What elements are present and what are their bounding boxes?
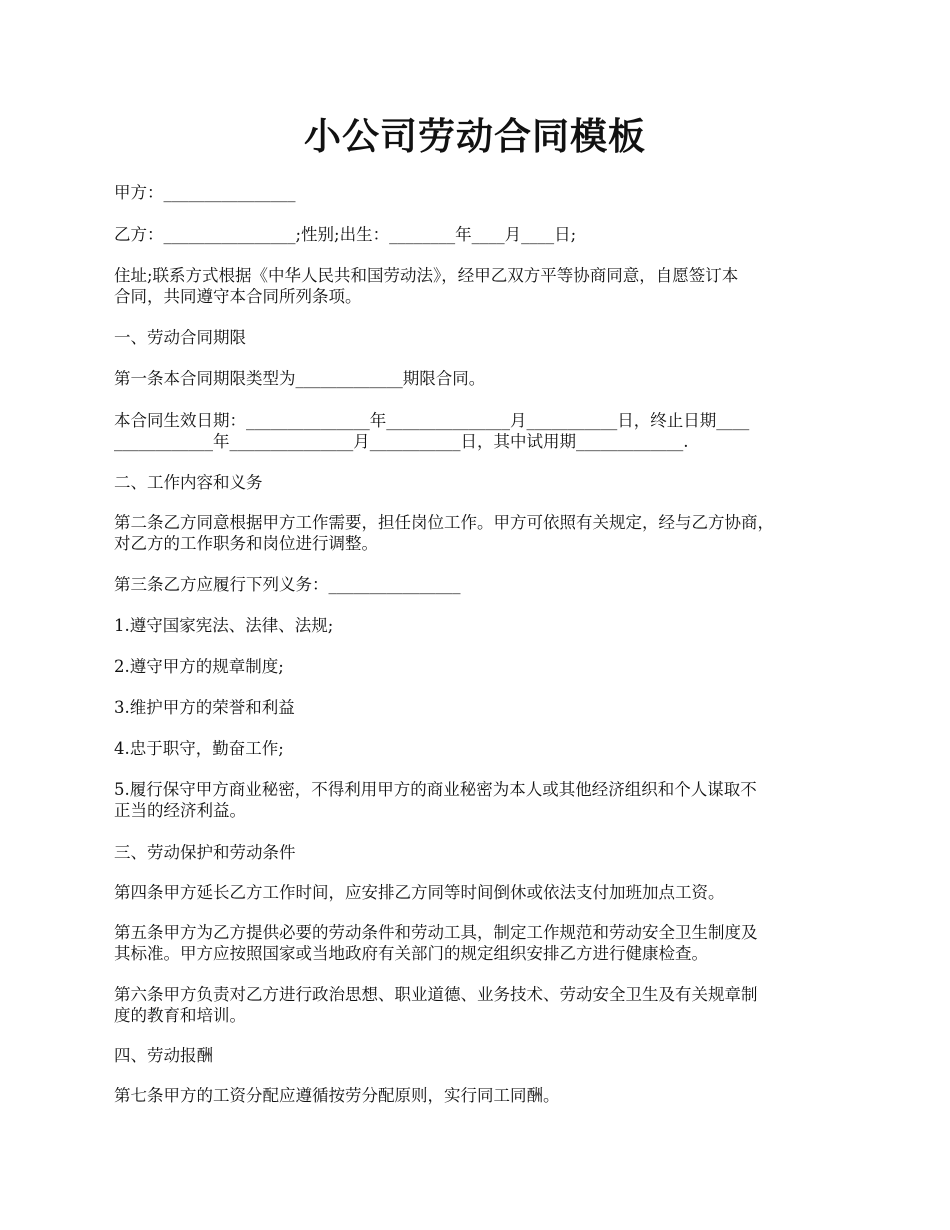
line-text: 甲方：________________ xyxy=(114,183,296,202)
section-heading-4 xyxy=(114,1045,854,1066)
article-1 xyxy=(114,368,854,389)
duty-item-4 xyxy=(114,738,854,759)
party-b-line xyxy=(114,224,854,245)
line-text: 第五条甲方为乙方提供必要的劳动条件和劳动工具，制定工作规范和劳动安全卫生制度及 xyxy=(114,923,758,942)
section-heading-3 xyxy=(114,842,854,863)
line-text: 乙方：________________;性别;出生：________年____月____日; xyxy=(114,225,577,244)
line-text: 4.忠于职守，勤奋工作; xyxy=(114,739,284,758)
line-text: 度的教育和培训。 xyxy=(114,1006,246,1025)
duty-item-3 xyxy=(114,697,854,718)
effective-date-paragraph xyxy=(114,410,854,452)
line-text: 住址;联系方式根据《中华人民共和国劳动法》，经甲乙双方平等协商同意，自愿签订本 xyxy=(114,266,739,285)
line-text: 二、工作内容和义务 xyxy=(114,473,263,492)
line-text: 合同，共同遵守本合同所列条项。 xyxy=(114,287,362,306)
article-4 xyxy=(114,882,854,903)
duty-item-2 xyxy=(114,656,854,677)
duty-item-1 xyxy=(114,615,854,636)
line-text: 其标准。甲方应按照国家或当地政府有关部门的规定组织安排乙方进行健康检查。 xyxy=(114,944,708,963)
line-text: 2.遵守甲方的规章制度; xyxy=(114,657,284,676)
preamble-paragraph xyxy=(114,265,854,307)
line-text: 四、劳动报酬 xyxy=(114,1046,213,1065)
section-heading-1 xyxy=(114,327,854,348)
article-5 xyxy=(114,922,854,964)
line-text: 正当的经济利益。 xyxy=(114,801,246,820)
section-heading-2 xyxy=(114,472,854,493)
line-text: 第七条甲方的工资分配应遵循按劳分配原则，实行同工同酬。 xyxy=(114,1086,560,1105)
line-text: 三、劳动保护和劳动条件 xyxy=(114,843,296,862)
line-text: 第一条本合同期限类型为_____________期限合同。 xyxy=(114,369,486,388)
line-text: 一、劳动合同期限 xyxy=(114,328,246,347)
line-text: 第四条甲方延长乙方工作时间，应安排乙方同等时间倒休或依法支付加班加点工资。 xyxy=(114,883,725,902)
line-text: 1.遵守国家宪法、法律、法规; xyxy=(114,616,334,635)
article-7 xyxy=(114,1085,854,1106)
line-text: 对乙方的工作职务和岗位进行调整。 xyxy=(114,534,378,553)
line-text: 第二条乙方同意根据甲方工作需要，担任岗位工作。甲方可依照有关规定，经与乙方协商， xyxy=(114,513,774,532)
line-text: 第六条甲方负责对乙方进行政治思想、职业道德、业务技术、劳动安全卫生及有关规章制 xyxy=(114,985,758,1004)
line-text: 3.维护甲方的荣誉和利益 xyxy=(114,698,295,717)
article-6 xyxy=(114,984,854,1026)
line-text: 本合同生效日期：_______________年_______________月___________日，终止日期____ xyxy=(114,411,750,430)
line-text: 第三条乙方应履行下列义务：________________ xyxy=(114,575,461,594)
article-2 xyxy=(114,512,854,554)
line-text: ____________年_______________月___________日，其中试用期_____________. xyxy=(114,432,689,451)
line-text: 5.履行保守甲方商业秘密，不得利用甲方的商业秘密为本人或其他经济组织和个人谋取不 xyxy=(114,780,757,799)
article-3 xyxy=(114,574,854,595)
duty-item-5 xyxy=(114,779,854,821)
document-title: 小公司劳动合同模板 xyxy=(304,114,646,158)
party-a-line xyxy=(114,182,854,203)
